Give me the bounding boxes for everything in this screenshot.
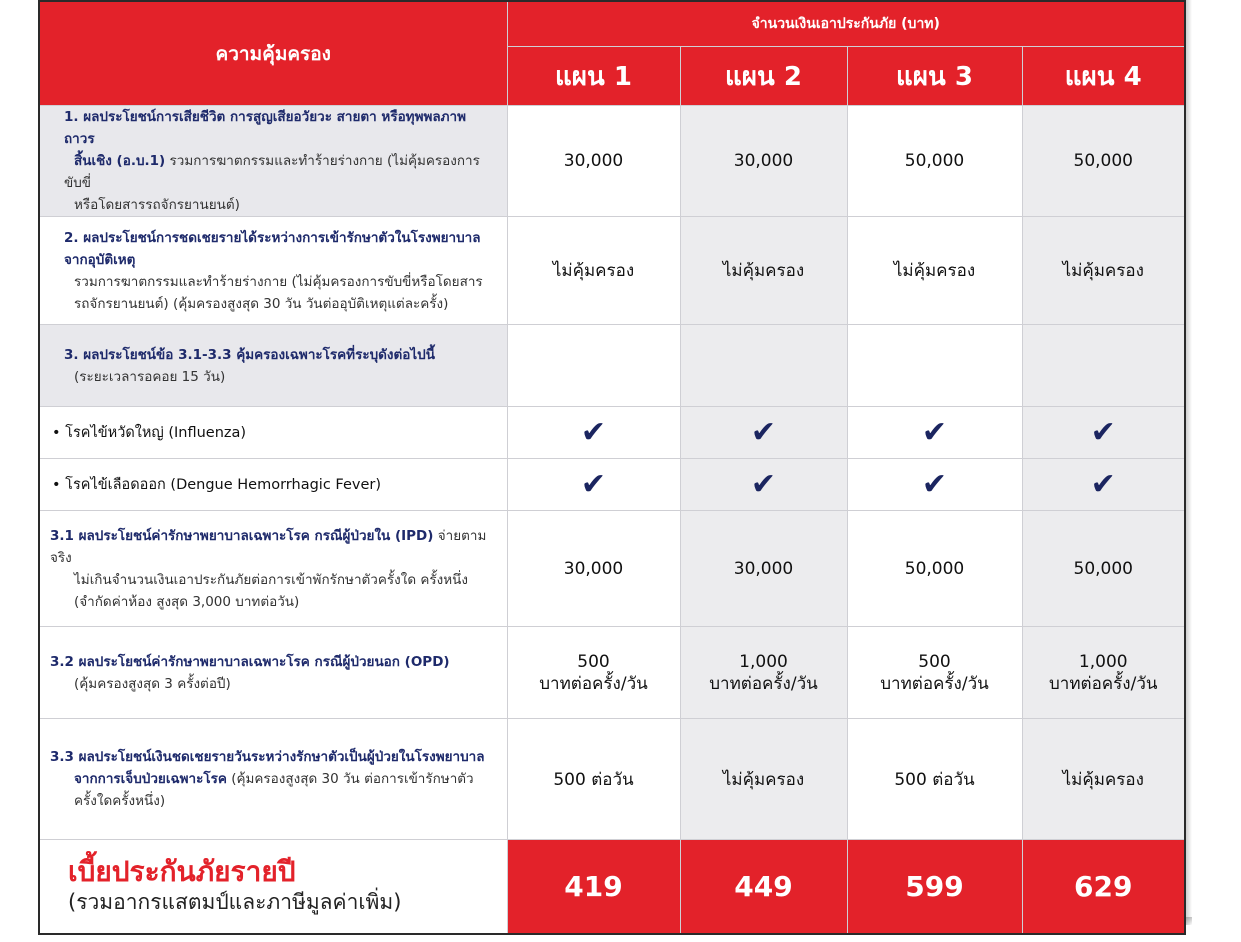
- row-1-plan-2: 30,000: [680, 106, 847, 217]
- row-3-2-plan-1-unit: บาทต่อครั้ง/วัน: [539, 673, 648, 694]
- row-3-plan-1: [507, 325, 680, 407]
- premium-label: [39, 840, 507, 934]
- row-2-description: [39, 217, 507, 325]
- row-2-plan-4: ไม่คุ้มครอง: [1022, 217, 1185, 325]
- row-3-1-line1-rest: จ่ายตามจริง: [50, 527, 487, 566]
- plan-header-4: แผน 4: [1022, 47, 1185, 106]
- row-3-1-plan-2: 30,000: [680, 511, 847, 627]
- table-row: [39, 627, 1185, 719]
- coverage-header: [39, 1, 507, 106]
- row-3-1-plan-3: 50,000: [847, 511, 1022, 627]
- table-row: [39, 719, 1185, 840]
- row-3-1-line1-bold: 3.1 ผลประโยชน์ค่ารักษาพยาบาลเฉพาะโรค กรณีผู้ป่วยใน (IPD): [50, 527, 434, 544]
- row-3-1-plan-4: 50,000: [1022, 511, 1185, 627]
- amount-header-label: จำนวนเงินเอาประกันภัย (บาท): [751, 16, 940, 32]
- premium-plan-1: 419: [507, 840, 680, 934]
- row-3-2-plan-2: [680, 627, 847, 719]
- row-3-plan-2: [680, 325, 847, 407]
- row-3-2-line1: 3.2 ผลประโยชน์ค่ารักษาพยาบาลเฉพาะโรค กรณีผู้ป่วยนอก (OPD): [50, 653, 450, 670]
- dengue-label: • โรคไข้เลือดออก (Dengue Hemorrhagic Fever): [39, 459, 507, 511]
- row-3-2-plan-2-unit: บาทต่อครั้ง/วัน: [709, 673, 818, 694]
- row-3-3-description: [39, 719, 507, 840]
- table-row: [39, 407, 1185, 459]
- check-icon: ✔: [680, 407, 847, 459]
- plan-header-3: แผน 3: [847, 47, 1022, 106]
- row-3-2-line2: (คุ้มครองสูงสุด 3 ครั้งต่อปี): [74, 675, 231, 692]
- row-3-3-plan-4: ไม่คุ้มครอง: [1022, 719, 1185, 840]
- table-row: [39, 459, 1185, 511]
- coverage-header-label: ความคุ้มครอง: [215, 42, 331, 65]
- table-row: [39, 511, 1185, 627]
- row-3-plan-3: [847, 325, 1022, 407]
- row-3-2-plan-1: [507, 627, 680, 719]
- row-3-2-plan-2-amount: 1,000: [739, 651, 788, 672]
- row-1-line3: หรือโดยสารรถจักรยานยนต์): [74, 197, 240, 213]
- row-3-1-line3: (จำกัดค่าห้อง สูงสุด 3,000 บาทต่อวัน): [74, 593, 300, 610]
- plan-header-2: แผน 2: [680, 47, 847, 106]
- row-3-2-plan-4-amount: 1,000: [1078, 651, 1128, 672]
- row-1-description: [39, 106, 507, 217]
- plan-header-1: แผน 1: [507, 47, 680, 106]
- row-3-3-plan-1: 500 ต่อวัน: [507, 719, 680, 840]
- row-1-plan-4: 50,000: [1022, 106, 1185, 217]
- row-2-plan-2: ไม่คุ้มครอง: [680, 217, 847, 325]
- table-row: [39, 217, 1185, 325]
- influenza-label: • โรคไข้หวัดใหญ่ (Influenza): [39, 407, 507, 459]
- check-icon: ✔: [680, 459, 847, 511]
- coverage-table: [38, 0, 1186, 935]
- check-icon: ✔: [507, 407, 680, 459]
- row-3-3-line2-bold: จากการเจ็บป่วยเฉพาะโรค: [74, 771, 227, 787]
- premium-plan-2: 449: [680, 840, 847, 934]
- row-1-line1: 1. ผลประโยชน์การเสียชีวิต การสูญเสียอวัยวะ สายตา หรือทุพพลภาพถาวร: [64, 109, 467, 147]
- table-row: [39, 106, 1185, 217]
- row-1-line2-rest: รวมการฆาตกรรมและทำร้ายร่างกาย (ไม่คุ้มครองการขับขี่: [64, 153, 480, 191]
- row-3-plan-4: [1022, 325, 1185, 407]
- row-3-2-plan-3-unit: บาทต่อครั้ง/วัน: [880, 673, 989, 694]
- row-3-2-description: [39, 627, 507, 719]
- check-icon: ✔: [847, 459, 1022, 511]
- check-icon: ✔: [1022, 459, 1185, 511]
- row-2-line2: รวมการฆาตกรรมและทำร้ายร่างกาย (ไม่คุ้มครองการขับขี่หรือโดยสาร: [74, 273, 483, 290]
- row-3-1-line2: ไม่เกินจำนวนเงินเอาประกันภัยต่อการเข้าพักรักษาตัวครั้งใด ครั้งหนึ่ง: [74, 571, 468, 588]
- row-3-3-line2-rest: (คุ้มครองสูงสุด 30 วัน ต่อการเข้ารักษาตัว: [226, 771, 474, 787]
- row-2-plan-3: ไม่คุ้มครอง: [847, 217, 1022, 325]
- row-2-plan-1: ไม่คุ้มครอง: [507, 217, 680, 325]
- check-icon: ✔: [847, 407, 1022, 459]
- row-3-line2: (ระยะเวลารอคอย 15 วัน): [74, 368, 226, 385]
- row-3-3-line3: ครั้งใดครั้งหนึ่ง): [74, 793, 166, 809]
- row-3-1-description: [39, 511, 507, 627]
- row-3-description: [39, 325, 507, 407]
- premium-plan-4: 629: [1022, 840, 1185, 934]
- check-icon: ✔: [1022, 407, 1185, 459]
- table-row: [39, 325, 1185, 407]
- row-2-line3: รถจักรยานยนต์) (คุ้มครองสูงสุด 30 วัน วันต่ออุบัติเหตุแต่ละครั้ง): [74, 295, 449, 312]
- row-3-2-plan-3-amount: 500: [918, 651, 951, 672]
- row-3-1-plan-1: 30,000: [507, 511, 680, 627]
- premium-plan-3: 599: [847, 840, 1022, 934]
- row-3-3-plan-2: ไม่คุ้มครอง: [680, 719, 847, 840]
- row-3-3-line1: 3.3 ผลประโยชน์เงินชดเชยรายวันระหว่างรักษาตัวเป็นผู้ป่วยในโรงพยาบาล: [50, 749, 485, 765]
- premium-row: [39, 840, 1185, 934]
- row-1-line2-bold: สิ้นเชิง (อ.บ.1): [74, 153, 166, 169]
- row-1-plan-3: 50,000: [847, 106, 1022, 217]
- premium-title: เบี้ยประกันภัยรายปี: [68, 855, 296, 889]
- row-3-2-plan-4-unit: บาทต่อครั้ง/วัน: [1049, 673, 1158, 694]
- row-3-line1: 3. ผลประโยชน์ข้อ 3.1-3.3 คุ้มครองเฉพาะโรคที่ระบุดังต่อไปนี้: [64, 346, 435, 363]
- row-2-line1: 2. ผลประโยชน์การชดเชยรายได้ระหว่างการเข้ารักษาตัวในโรงพยาบาลจากอุบัติเหตุ: [64, 229, 481, 268]
- row-3-3-plan-3: 500 ต่อวัน: [847, 719, 1022, 840]
- amount-header: [507, 1, 1185, 47]
- row-3-2-plan-4: [1022, 627, 1185, 719]
- premium-subtitle: (รวมอากรแสตมป์และภาษีมูลค่าเพิ่ม): [68, 890, 402, 915]
- check-icon: ✔: [507, 459, 680, 511]
- row-1-plan-1: 30,000: [507, 106, 680, 217]
- row-3-2-plan-3: [847, 627, 1022, 719]
- row-3-2-plan-1-amount: 500: [577, 651, 610, 672]
